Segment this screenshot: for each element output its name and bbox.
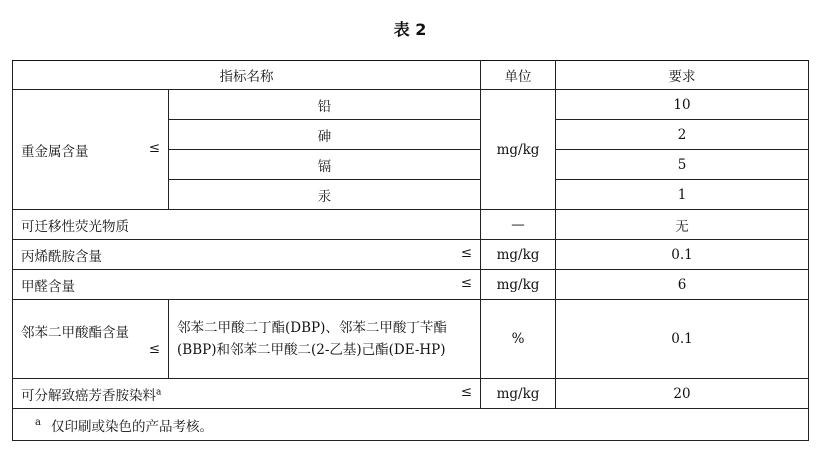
footnote-row <box>13 409 809 441</box>
acrylamide-label: 丙烯酰胺含量 <box>21 248 102 265</box>
fluorescent-label: 可迁移性荧光物质 <box>13 210 481 240</box>
acrylamide-value: 0.1 <box>556 240 809 270</box>
acrylamide-unit: mg/kg <box>481 240 556 270</box>
metal-value: 10 <box>556 90 809 120</box>
metal-name: 铅 <box>169 90 481 120</box>
phthalate-label-cell <box>13 300 169 379</box>
metal-name: 镉 <box>169 150 481 180</box>
header-requirement: 要求 <box>556 61 809 90</box>
le-symbol: ≤ <box>148 139 160 156</box>
fluorescent-value: 无 <box>556 210 809 240</box>
table-row <box>13 379 809 409</box>
metal-value: 5 <box>556 150 809 180</box>
metal-name: 汞 <box>169 180 481 210</box>
fluorescent-unit: — <box>481 210 556 240</box>
azo-value: 20 <box>556 379 809 409</box>
formaldehyde-label-cell <box>13 270 481 300</box>
le-symbol: ≤ <box>460 383 472 400</box>
azo-label-cell <box>13 379 481 409</box>
table-row <box>13 300 809 379</box>
le-symbol: ≤ <box>460 274 472 291</box>
le-symbol: ≤ <box>460 244 472 261</box>
phthalate-detail: 邻苯二甲酸二丁酯(DBP)、邻苯二甲酸丁苄酯(BBP)和邻苯二甲酸二(2-乙基)己酯(DE-HP) <box>169 300 481 379</box>
phthalate-unit: % <box>481 300 556 379</box>
footnote-cell <box>13 409 809 441</box>
footnote-mark: a <box>35 417 41 428</box>
azo-note-mark: a <box>156 387 162 397</box>
table-row <box>13 210 809 240</box>
header-unit: 单位 <box>481 61 556 90</box>
phthalate-label: 邻苯二甲酸酯含量 <box>21 325 129 341</box>
requirements-table <box>12 60 809 441</box>
heavy-metals-label-cell <box>13 90 169 210</box>
footnote-text: 仅印刷或染色的产品考核。 <box>50 418 213 435</box>
metal-value: 1 <box>556 180 809 210</box>
formaldehyde-value: 6 <box>556 270 809 300</box>
metal-name: 砷 <box>169 120 481 150</box>
le-symbol: ≤ <box>148 341 160 357</box>
table-row <box>13 240 809 270</box>
phthalate-value: 0.1 <box>556 300 809 379</box>
header-row <box>13 61 809 90</box>
table-title: 表 2 <box>393 20 427 39</box>
header-name: 指标名称 <box>13 61 481 90</box>
table-row <box>13 90 809 120</box>
heavy-metals-label: 重金属含量 <box>21 143 89 160</box>
azo-unit: mg/kg <box>481 379 556 409</box>
acrylamide-label-cell <box>13 240 481 270</box>
metal-value: 2 <box>556 120 809 150</box>
table-row <box>13 270 809 300</box>
formaldehyde-unit: mg/kg <box>481 270 556 300</box>
azo-label: 可分解致癌芳香胺染料 <box>21 387 156 404</box>
formaldehyde-label: 甲醛含量 <box>21 278 75 295</box>
heavy-metals-unit: mg/kg <box>481 90 556 210</box>
